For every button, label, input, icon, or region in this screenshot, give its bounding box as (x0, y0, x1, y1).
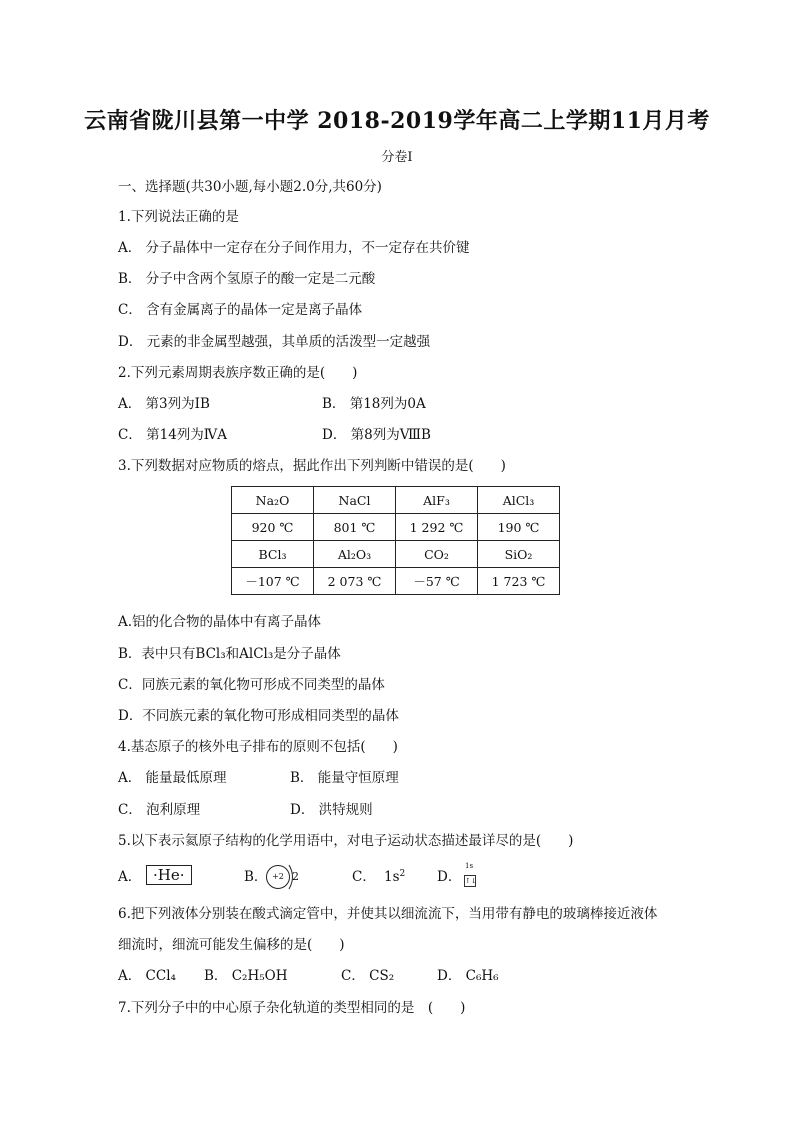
table-cell: SiO₂ (478, 541, 560, 568)
q2-option-d: D． 第8列为ⅧB (322, 427, 431, 443)
table-cell: AlCl₃ (478, 487, 560, 514)
table-row (232, 568, 560, 595)
q1-option-d: D． 元素的非金属型越强，其单质的活泼型一定越强 (118, 334, 431, 350)
q6-option-b: B． C₂H₅OH (204, 968, 288, 984)
table-cell: 1 723 ℃ (478, 568, 560, 595)
q3-option-c: C．同族元素的氧化物可形成不同类型的晶体 (118, 677, 385, 693)
q6-stem-line1: 6.把下列液体分别装在酸式滴定管中，并使其以细流流下，当用带有静电的玻璃棒接近液体 (118, 906, 658, 922)
table-row (232, 541, 560, 568)
q3-option-d: D．不同族元素的氧化物可形成相同类型的晶体 (118, 708, 399, 724)
q5-option-a-formula (146, 865, 192, 885)
q2-option-b: B． 第18列为0A (322, 396, 426, 412)
q6-option-a: A． CCl₄ (118, 968, 176, 984)
table-cell: 920 ℃ (232, 514, 314, 541)
table-cell: －107 ℃ (232, 568, 314, 595)
table-cell: CO₂ (396, 541, 478, 568)
table-cell: 190 ℃ (478, 514, 560, 541)
q6-option-c: C． CS₂ (341, 968, 395, 984)
q3-option-a: A.铝的化合物的晶体中有离子晶体 (118, 614, 322, 630)
table-cell: Na₂O (232, 487, 314, 514)
q2-option-a: A． 第3列为ⅠB (118, 396, 210, 412)
q4-stem: 4.基态原子的核外电子排布的原则不包括( ) (118, 739, 398, 755)
q5-option-b-label: B． (244, 869, 268, 885)
q6-option-d: D． C₆H₆ (437, 968, 499, 984)
atomic-structure-diagram: +2 (266, 865, 290, 889)
q5-option-a-label: A． (118, 869, 142, 885)
q1-stem: 1.下列说法正确的是 (118, 209, 239, 225)
q2-option-c: C． 第14列为ⅣA (118, 427, 228, 443)
electron-configuration: $1s^2$ (384, 869, 406, 885)
melting-point-table (231, 486, 560, 595)
table-cell: NaCl (314, 487, 396, 514)
q5-option-d-label: D． (437, 869, 462, 885)
q4-option-b: B． 能量守恒原理 (290, 770, 399, 786)
table-cell: 801 ℃ (314, 514, 396, 541)
q5-option-c-label: C． (352, 869, 376, 885)
section-heading: 一、选择题(共30小题,每小题2.0分,共60分) (118, 179, 382, 195)
q3-option-b: B．表中只有BCl₃和AlCl₃是分子晶体 (118, 646, 341, 662)
q4-option-c: C． 泡利原理 (118, 802, 201, 818)
section-subtitle: 分卷I (381, 150, 413, 165)
table-cell: BCl₃ (232, 541, 314, 568)
shell-electron-count: 2 (292, 870, 299, 883)
q6-stem-line2: 细流时，细流可能发生偏移的是( ) (118, 937, 345, 953)
q4-option-a: A． 能量最低原理 (118, 770, 227, 786)
electron-dot-formula: ·He· (146, 865, 192, 885)
table-row (232, 514, 560, 541)
q1-option-a: A． 分子晶体中一定存在分子间作用力，不一定存在共价键 (118, 240, 470, 256)
table-cell: 2 073 ℃ (314, 568, 396, 595)
orbital-box-diagram: ↑↓ (465, 877, 477, 885)
page-title: 云南省陇川县第一中学 2018-2019学年高二上学期11月月考 (84, 108, 710, 134)
orbital-label: 1s (465, 862, 474, 870)
table-cell: AlF₃ (396, 487, 478, 514)
q1-option-b: B． 分子中含两个氢原子的酸一定是二元酸 (118, 271, 376, 287)
table-cell: －57 ℃ (396, 568, 478, 595)
q3-stem: 3.下列数据对应物质的熔点，据此作出下列判断中错误的是( ) (118, 458, 506, 474)
table-cell: 1 292 ℃ (396, 514, 478, 541)
table-row (232, 487, 560, 514)
q4-option-d: D． 洪特规则 (290, 802, 373, 818)
table-cell: Al₂O₃ (314, 541, 396, 568)
q5-stem: 5.以下表示氦原子结构的化学用语中，对电子运动状态描述最详尽的是( ) (118, 833, 574, 849)
q2-stem: 2.下列元素周期表族序数正确的是( ) (118, 365, 358, 381)
q7-stem: 7.下列分子中的中心原子杂化轨道的类型相同的是 ( ) (118, 1000, 466, 1016)
q1-option-c: C． 含有金属离子的晶体一定是离子晶体 (118, 302, 363, 318)
